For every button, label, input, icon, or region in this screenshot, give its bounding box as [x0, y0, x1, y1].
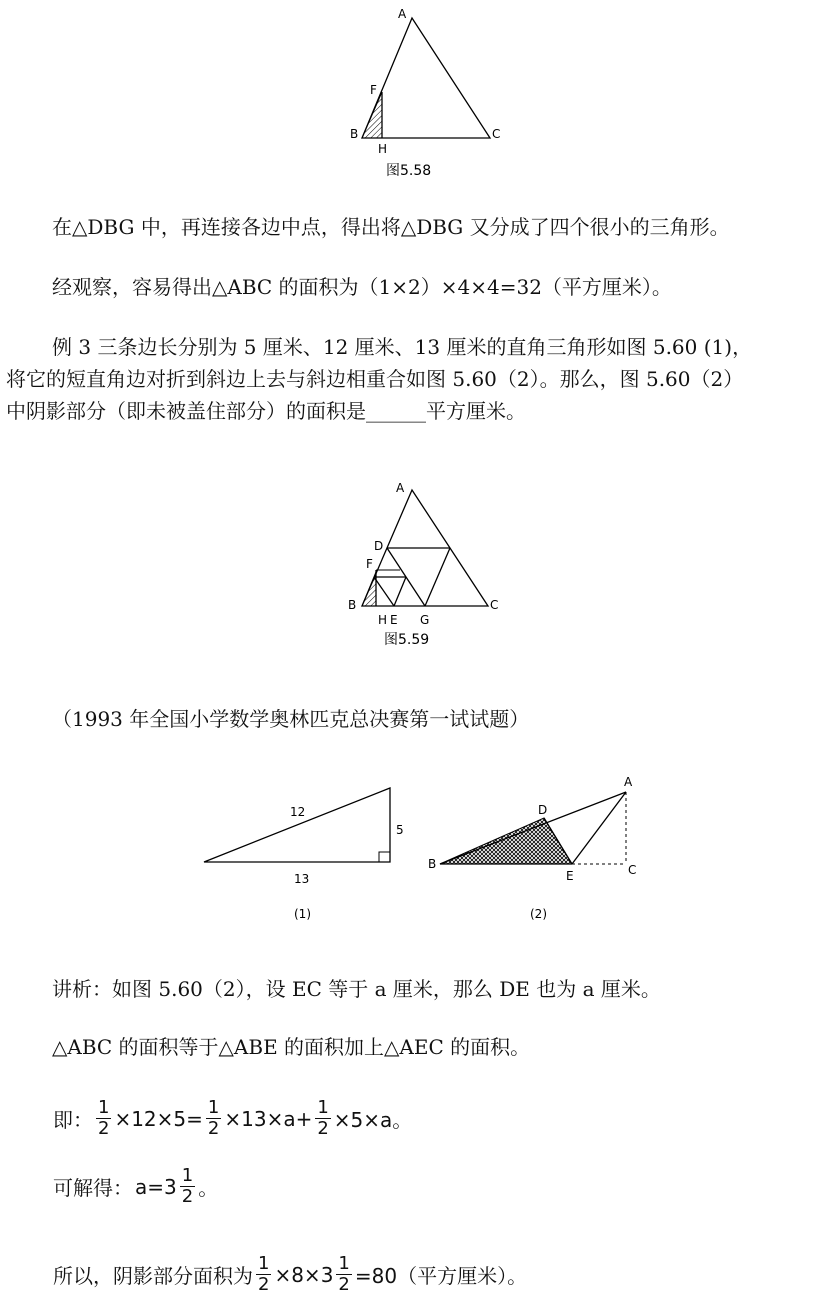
equation-3: 所以，阴影部分面积为 $\frac{1}{2}$ ×8×3 $\frac{1}{2}$ =80（平方厘米）。: [53, 1253, 528, 1295]
label-a: A: [396, 481, 405, 495]
caption-1: (1): [294, 907, 311, 921]
label-hyp-12: 12: [290, 805, 306, 819]
label-d: D: [538, 803, 548, 817]
area-relation-text: △ABC 的面积等于△ABE 的面积加上△AEC 的面积。: [52, 1035, 531, 1059]
label-e: E: [390, 613, 398, 627]
shaded-triangle-bde: [440, 818, 572, 864]
fraction: $\frac{1}{2}$: [258, 1253, 270, 1295]
label-c: C: [492, 127, 501, 141]
label-c: C: [628, 863, 637, 877]
label-base-13: 13: [294, 872, 310, 886]
label-b: B: [348, 598, 357, 612]
label-b: B: [350, 127, 359, 141]
figure-5-59: [340, 478, 510, 653]
fraction: $\frac{1}{2}$: [207, 1097, 220, 1139]
example-3-line-2: 将它的短直角边对折到斜边上去与斜边相重合如图 5.60（2）。那么，图 5.60（2）: [6, 367, 744, 391]
equation-2: 可解得： a=3 $\frac{1}{2}$ 。: [53, 1165, 219, 1207]
figure-5-58: [350, 0, 510, 185]
source-note: （1993 年全国小学数学奥林匹克总决赛第一试试题）: [52, 707, 530, 731]
example-3-line-1: 例 3 三条边长分别为 5 厘米、12 厘米、13 厘米的直角三角形如图 5.60 (1)，: [52, 335, 753, 359]
paragraph-dbg: 在△DBG 中，再连接各边中点，得出将△DBG 又分成了四个很小的三角形。: [52, 215, 730, 239]
shaded-triangle-bfh: [362, 92, 382, 138]
label-c: C: [490, 598, 499, 612]
label-f: F: [370, 83, 377, 97]
caption-5-59: 图5.59: [384, 632, 430, 648]
label-leg-5: 5: [396, 823, 404, 837]
example-3-line-3: 中阴影部分（即未被盖住部分）的面积是______平方厘米。: [6, 399, 526, 423]
label-a: A: [624, 775, 633, 789]
paragraph-area-result: 经观察，容易得出△ABC 的面积为（1×2）×4×4=32（平方厘米）。: [52, 275, 672, 299]
analysis-text: 讲析：如图 5.60（2），设 EC 等于 a 厘米，那么 DE 也为 a 厘米。: [52, 977, 661, 1001]
figure-5-60: [190, 770, 650, 930]
label-a: A: [398, 7, 407, 21]
fraction: $\frac{1}{2}$: [98, 1097, 110, 1139]
right-triangle-1: [204, 788, 390, 862]
fraction: $\frac{1}{2}$: [338, 1253, 350, 1295]
equation-1: 即： $\frac{1}{2}$ ×12×5= $\frac{1}{2}$ ×13×a+ $\frac{1}{2}$ ×5×a。: [53, 1097, 413, 1139]
fraction: $\frac{1}{2}$: [317, 1097, 329, 1139]
label-e: E: [566, 869, 574, 883]
label-b: B: [428, 857, 437, 871]
caption-5-58: 图5.58: [386, 163, 432, 179]
label-h: H: [378, 142, 388, 156]
label-g: G: [420, 613, 430, 627]
label-f: F: [366, 557, 373, 571]
label-h: H: [378, 613, 388, 627]
caption-2: (2): [530, 907, 547, 921]
fraction: $\frac{1}{2}$: [181, 1165, 194, 1207]
label-d: D: [374, 539, 384, 553]
